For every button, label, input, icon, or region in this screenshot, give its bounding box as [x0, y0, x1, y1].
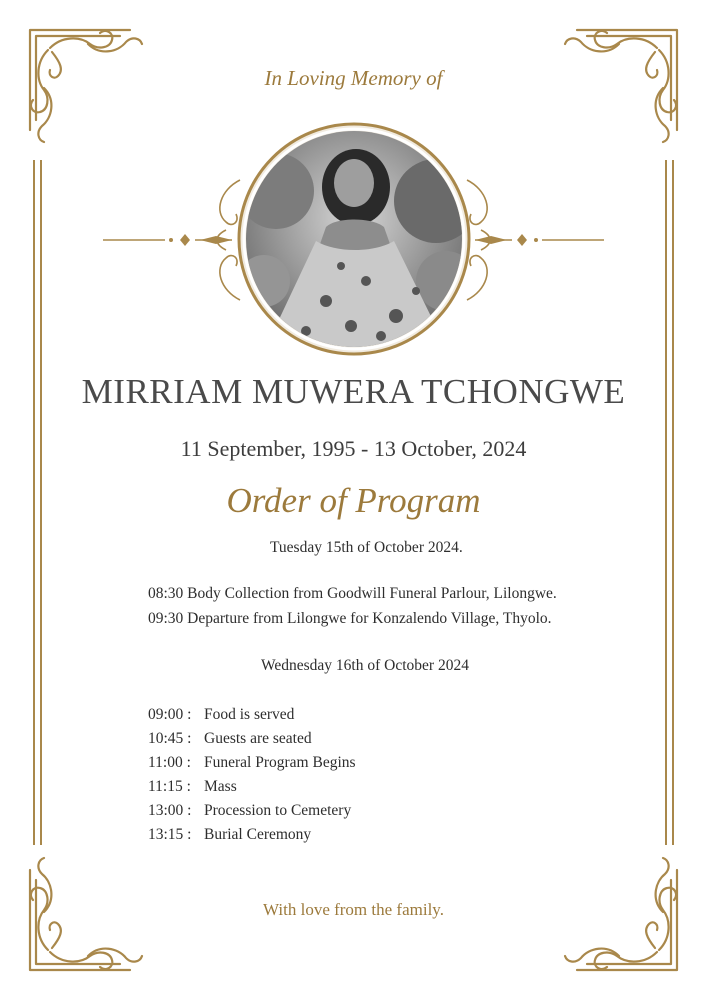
schedule-time: 10:45 :: [148, 730, 192, 747]
portrait-photo: [246, 131, 462, 347]
schedule-time: 11:15 :: [148, 778, 191, 795]
list-item: 09:30 Departure from Lilongwe for Konzalendo Village, Thyolo.: [148, 610, 552, 627]
deceased-name: MIRRIAM MUWERA TCHONGWE: [81, 372, 626, 411]
schedule-item: [148, 706, 356, 730]
schedule-event: Guests are seated: [204, 730, 312, 747]
schedule-time: 11:00 :: [148, 754, 191, 771]
schedule-event: Procession to Cemetery: [204, 802, 352, 819]
schedule-item: [148, 826, 356, 850]
schedule-event: Mass: [204, 778, 237, 795]
schedule-time: 13:00 :: [148, 802, 192, 819]
schedule-item: [148, 802, 356, 826]
life-dates: 11 September, 1995 - 13 October, 2024: [180, 436, 527, 461]
closing-message: With love from the family.: [263, 900, 444, 919]
schedule-event: Funeral Program Begins: [204, 754, 356, 771]
list-item: 08:30 Body Collection from Goodwill Funeral Parlour, Lilongwe.: [148, 585, 557, 602]
memorial-header: In Loving Memory of: [264, 66, 443, 90]
day1-entries: [148, 585, 557, 635]
schedule-event: Burial Ceremony: [204, 826, 312, 843]
program-title: Order of Program: [226, 481, 481, 520]
schedule-item: [148, 778, 356, 802]
schedule-item: [148, 754, 356, 778]
day1-heading: Tuesday 15th of October 2024.: [270, 539, 463, 556]
schedule-time: 09:00 :: [148, 706, 192, 723]
day2-heading: Wednesday 16th of October 2024: [261, 657, 469, 674]
schedule-event: Food is served: [204, 706, 295, 723]
schedule-item: [148, 730, 356, 754]
schedule-time: 13:15 :: [148, 826, 192, 843]
day2-schedule: [148, 706, 356, 850]
